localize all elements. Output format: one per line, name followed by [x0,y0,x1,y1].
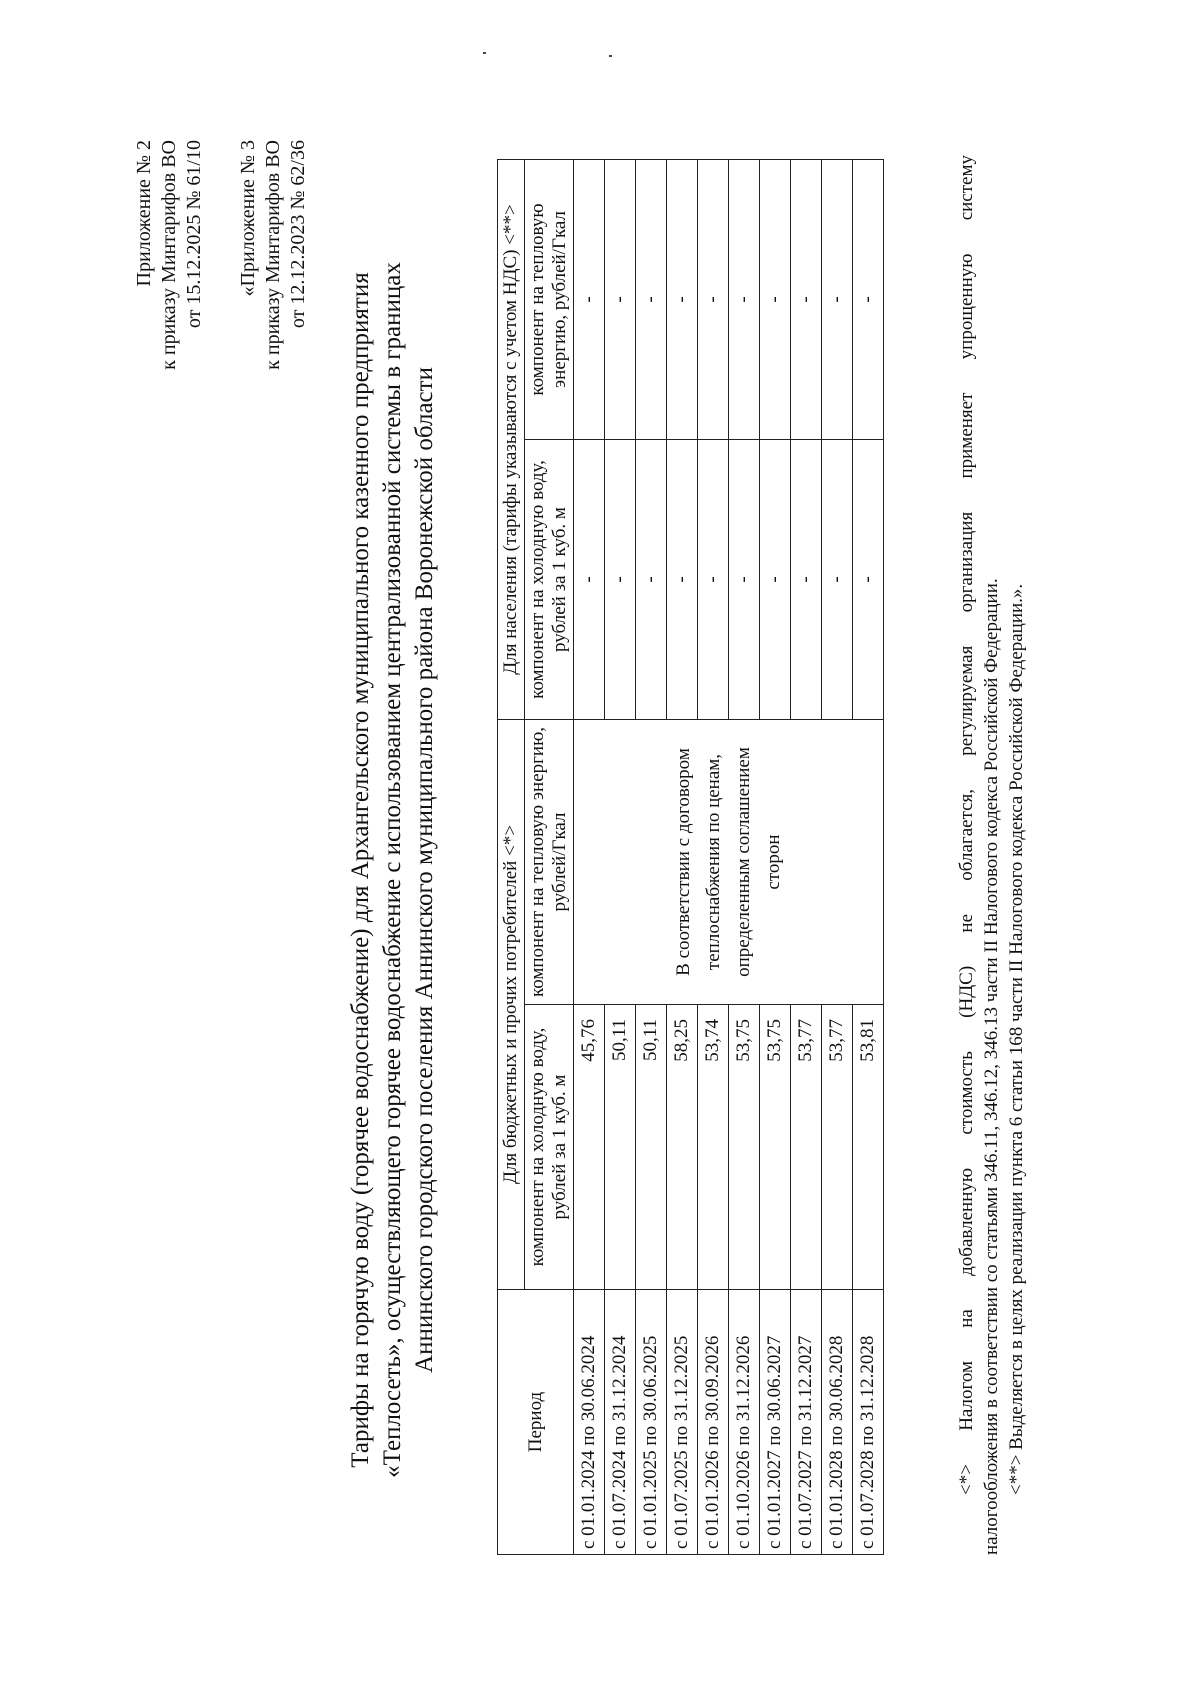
cold-water-cell: 58,25 [667,1005,698,1290]
period-cell: с 01.01.2026 по 30.09.2026 [698,1290,729,1555]
subheader-budget-heat-energy: компонент на тепловую энергию, рублей/Гкал [525,720,574,1005]
population-cold-water-cell: - [667,440,698,720]
population-cold-water-cell: - [698,440,729,720]
population-cold-water-cell: - [574,440,605,720]
population-heat-energy-cell: - [574,160,605,440]
period-cell: с 01.01.2028 по 30.06.2028 [822,1290,853,1555]
population-heat-energy-cell: - [698,160,729,440]
cold-water-cell: 53,77 [822,1005,853,1290]
population-heat-energy-cell: - [636,160,667,440]
population-cold-water-cell: - [760,440,791,720]
cold-water-cell: 53,77 [791,1005,822,1290]
footnote-vat-allocated: <**> Выделяется в целях реализации пункта 6 статьи 168 части II Налогового кодекса Российской Федерации.». [1006,583,1027,1495]
population-cold-water-cell: - [729,440,760,720]
approval-block-base [236,140,311,700]
population-heat-energy-cell: - [605,160,636,440]
approval-appendix-number: Приложение № 2 [133,140,155,287]
period-cell: с 01.07.2025 по 31.12.2025 [667,1290,698,1555]
table-row [574,160,605,1555]
title-line: Тарифы на горячую воду (горячее водоснабжение) для Архангельского муниципального казенного предприятия [347,272,374,1468]
cold-water-cell: 45,76 [574,1005,605,1290]
population-heat-energy-cell: - [760,160,791,440]
period-cell: с 01.01.2024 по 30.06.2024 [574,1290,605,1555]
cold-water-cell: 53,74 [698,1005,729,1290]
period-cell: с 01.07.2028 по 31.12.2028 [853,1290,884,1555]
title-line: Аннинского городского поселения Аннинского муниципального района Воронежской области [411,367,438,1373]
approval-order-date: от 15.12.2025 № 61/10 [183,140,205,329]
period-cell: с 01.07.2024 по 31.12.2024 [605,1290,636,1555]
population-cold-water-cell: - [791,440,822,720]
approval-order-reference: к приказу Минтарифов ВО [262,140,284,370]
period-cell: с 01.01.2027 по 30.06.2027 [760,1290,791,1555]
approval-block-current [132,140,207,700]
heat-energy-contract-note: В соответствии с договором теплоснабжения по ценам, определенным соглашением сторон [574,720,884,1005]
tariff-table [497,159,884,1555]
population-cold-water-cell: - [636,440,667,720]
subheader-budget-cold-water: компонент на холодную воду, рублей за 1 куб. м [525,1005,574,1290]
population-cold-water-cell: - [853,440,884,720]
period-cell: с 01.07.2027 по 31.12.2027 [791,1290,822,1555]
title-line: «Теплосеть», осуществляющего горячее водоснабжение с использованием централизованной системы в границах [379,262,406,1478]
footnote-vat-exempt: <*> Налогом на добавленную стоимость (НДС) не облагается, регулируемая организация применяет упрощенную систему [956,155,977,1495]
population-heat-energy-cell: - [791,160,822,440]
subheader-population-cold-water: компонент на холодную воду, рублей за 1 куб. м [525,440,574,720]
period-cell: с 01.01.2025 по 30.06.2025 [636,1290,667,1555]
cold-water-cell: 50,11 [605,1005,636,1290]
cold-water-cell: 50,11 [636,1005,667,1290]
cold-water-cell: 53,75 [729,1005,760,1290]
population-cold-water-cell: - [605,440,636,720]
footnote-vat-exempt-continued: налогообложения в соответствии со статьями 346.11, 346.12, 346.13 части II Налогового кодекса Российской Федерации. [981,578,1002,1555]
approval-order-date: от 12.12.2023 № 62/36 [287,140,309,329]
header-period: Период [498,1290,574,1555]
population-heat-energy-cell: - [729,160,760,440]
population-heat-energy-cell: - [667,160,698,440]
cold-water-cell: 53,75 [760,1005,791,1290]
header-population: Для населения (тарифы указываются с учетом НДС) <**> [498,160,525,720]
cold-water-cell: 53,81 [853,1005,884,1290]
population-heat-energy-cell: - [822,160,853,440]
header-budget-consumers: Для бюджетных и прочих потребителей <*> [498,720,525,1290]
document-title [345,220,441,1520]
approval-appendix-number: «Приложение № 3 [237,140,259,297]
approval-order-reference: к приказу Минтарифов ВО [158,140,180,370]
subheader-population-heat-energy: компонент на тепловую энергию, рублей/Гкал [525,160,574,440]
period-cell: с 01.10.2026 по 31.12.2026 [729,1290,760,1555]
footnotes [954,155,1029,1555]
population-cold-water-cell: - [822,440,853,720]
population-heat-energy-cell: - [853,160,884,440]
